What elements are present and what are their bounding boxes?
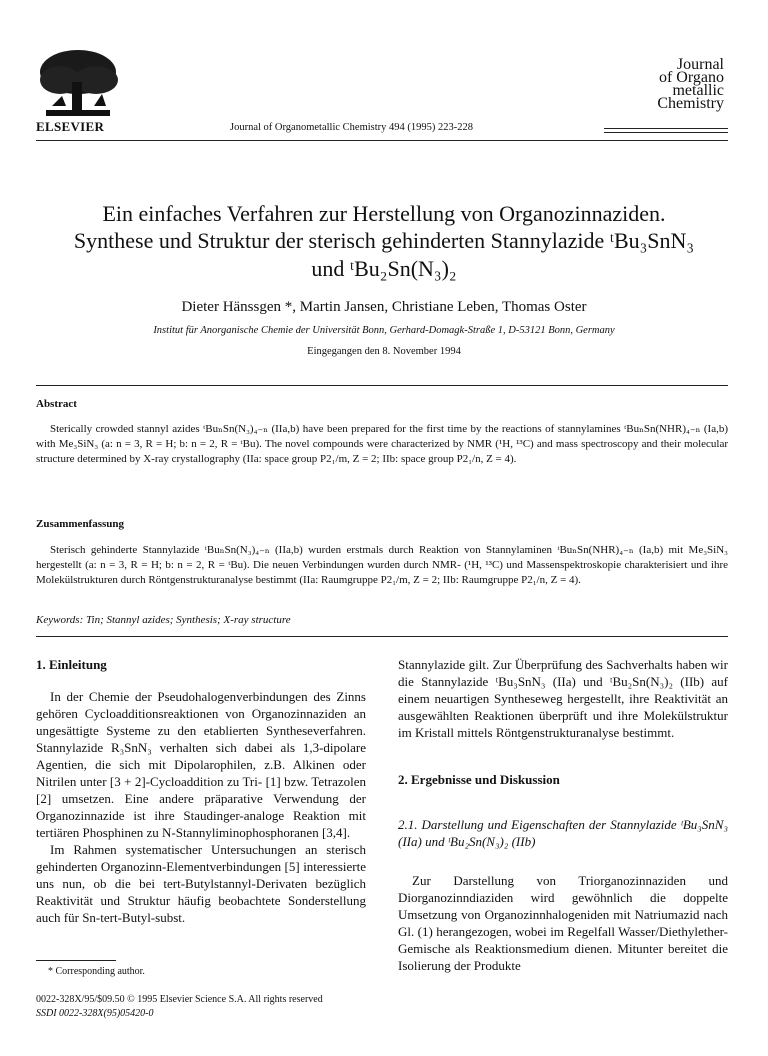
- journal-logo-line-2: of Organo: [658, 69, 724, 86]
- abstract-top-rule: [36, 385, 728, 386]
- header-rule: [36, 140, 728, 141]
- title-line-2: Synthese und Struktur der sterisch gehinderten Stannylazide ᵗBu₃SnN₃: [73, 228, 695, 253]
- publisher-name: ELSEVIER: [36, 119, 105, 134]
- section-2-heading: 2. Ergebnisse und Diskussion: [398, 772, 560, 787]
- abstract-bottom-rule: [36, 636, 728, 637]
- zusammenfassung-text: Sterisch gehinderte Stannylazide ᵗBuₙSn(N₃)₄₋ₙ (IIa,b) wurden erstmals durch Reaktion von Stannylaminen ᵗBuₙSn(NHR)₄₋ₙ (Ia,b) mit Me₃SiN₃ hergestellt (a: n = 3, R = H; b: n = 2, R = ᵗBu). Die neuen Verbindungen wurden durch NMR- (¹H, ¹³C) und Massenspektroskopie charakterisiert und ihre Molekülstrukturen durch Röntgenstrukturanalyse bestimmt (IIa: Raumgruppe P2₁/m, Z = 2; IIb: Raumgruppe P2₁/n, Z = 4).: [36, 544, 728, 586]
- copyright: 0022-328X/95/$09.50 © 1995 Elsevier Science S.A. All rights reserved: [36, 994, 323, 1005]
- journal-logo-line-1: Journal: [676, 56, 724, 73]
- elsevier-tree-logo: [32, 46, 124, 124]
- authors: Dieter Hänssgen *, Martin Jansen, Christiane Leben, Thomas Oster: [181, 299, 587, 315]
- keywords: Keywords: Tin; Stannyl azides; Synthesis; X-ray structure: [36, 614, 291, 626]
- abstract-heading: Abstract: [36, 398, 77, 410]
- section-1-heading: 1. Einleitung: [36, 657, 107, 672]
- section-1-para-1: In der Chemie der Pseudohalogenverbindungen des Zinns gehören Cycloadditionsreaktionen von Organozinnaziden an ungesättigte Systeme zu den etablierten Syntheseverfahren. Stannylazide R₃SnN₃ verhalten sich dabei als 1,3-dipolare Agentien, die sich mit Dipolarophilen, z.B. Alkinen oder Nitrilen unter [3 + 2]-Cycloaddition zu Tri- [1] bzw. Tetrazolen [2] umsetzen. Eine andere präparative Verwendung der Organozinnazide ist ihre Staudinger-analoge Reaktion mit tertiären Phosphinen zu N-Stannyliminophosphoranen [3,4].: [36, 689, 366, 840]
- journal-logo-line-3: metallic: [672, 82, 724, 99]
- abstract-text: Sterically crowded stannyl azides ᵗBuₙSn(N₃)₄₋ₙ (IIa,b) have been prepared for the first time by the reactions of stannylamines ᵗBuₙSn(NHR)₄₋ₙ (Ia,b) with Me₃SiN₃ (a: n = 3, R = H; b: n = 2, R = ᵗBu). The novel compounds were characterized by NMR (¹H, ¹³C) and mass spectroscopy and their molecular structure determined by X-ray crystallography (IIa: space group P2₁/m, Z = 2; IIb: space group P2₁/n, Z = 4).: [36, 423, 728, 465]
- journal-logo: [604, 58, 724, 126]
- footnote: * Corresponding author.: [48, 966, 145, 977]
- journal-citation: Journal of Organometallic Chemistry 494 (1995) 223-228: [230, 122, 474, 133]
- zusammenfassung-heading: Zusammenfassung: [36, 518, 125, 530]
- right-column: [398, 656, 728, 974]
- right-para-2: Zur Darstellung von Triorganozinnaziden und Diorganozinndiaziden wird gewöhnlich die doppelte Umsetzung von Organozinnhalogeniden mit Natriumazid nach Gl. (1) herangezogen, wobei im Regelfall Wasser/Diethylether-Gemische als Reaktionsmedium dienen. Mitunter bereitet die Isolierung der Produkte: [398, 873, 728, 973]
- title-line-3: und ᵗBu₂Sn(N₃)₂: [311, 256, 457, 281]
- title-line-1: Ein einfaches Verfahren zur Herstellung von Organozinnaziden.: [102, 201, 666, 226]
- footnote-rule: [36, 960, 116, 961]
- right-para-1: Stannylazide gilt. Zur Überprüfung des Sachverhalts haben wir die Stannylazide ᵗBu₃SnN₃ (IIa) und ᵗBu₂Sn(N₃)₂ (IIb) auf einem neuartigen Syntheseweg hergestellt, ihre Reaktivität an ausgewählten Reaktionen überprüft und ihre Molekülstruktur im Kristall mittels Röntgenstrukturanalyse bestimmt.: [398, 657, 728, 740]
- left-column: [36, 656, 366, 926]
- affiliation: Institut für Anorganische Chemie der Universität Bonn, Gerhard-Domagk-Straße 1, D-53121 Bonn, Germany: [153, 325, 615, 336]
- ssdi: SSDI 0022-328X(95)05420-0: [36, 1008, 154, 1019]
- section-1-para-2: Im Rahmen systematischer Untersuchungen an sterisch gehinderten Organozinn-Elementverbindungen [5] interessierte uns nun, ob die bei tert-Butylstannyl-Derivaten bezüglich Reaktivität und Struktur häufig beobachtete Sonderstellung auch für Sn-tert-Butyl-subst.: [36, 842, 366, 925]
- received-date: Eingegangen den 8. November 1994: [307, 346, 461, 357]
- journal-logo-rule-2: [604, 132, 728, 133]
- section-2-1-heading: 2.1. Darstellung und Eigenschaften der Stannylazide ᵗBu₃SnN₃ (IIa) und ᵗBu₂Sn(N₃)₂ (IIb): [398, 817, 728, 849]
- journal-logo-line-4: Chemistry: [657, 95, 724, 112]
- journal-logo-rule: [604, 128, 728, 129]
